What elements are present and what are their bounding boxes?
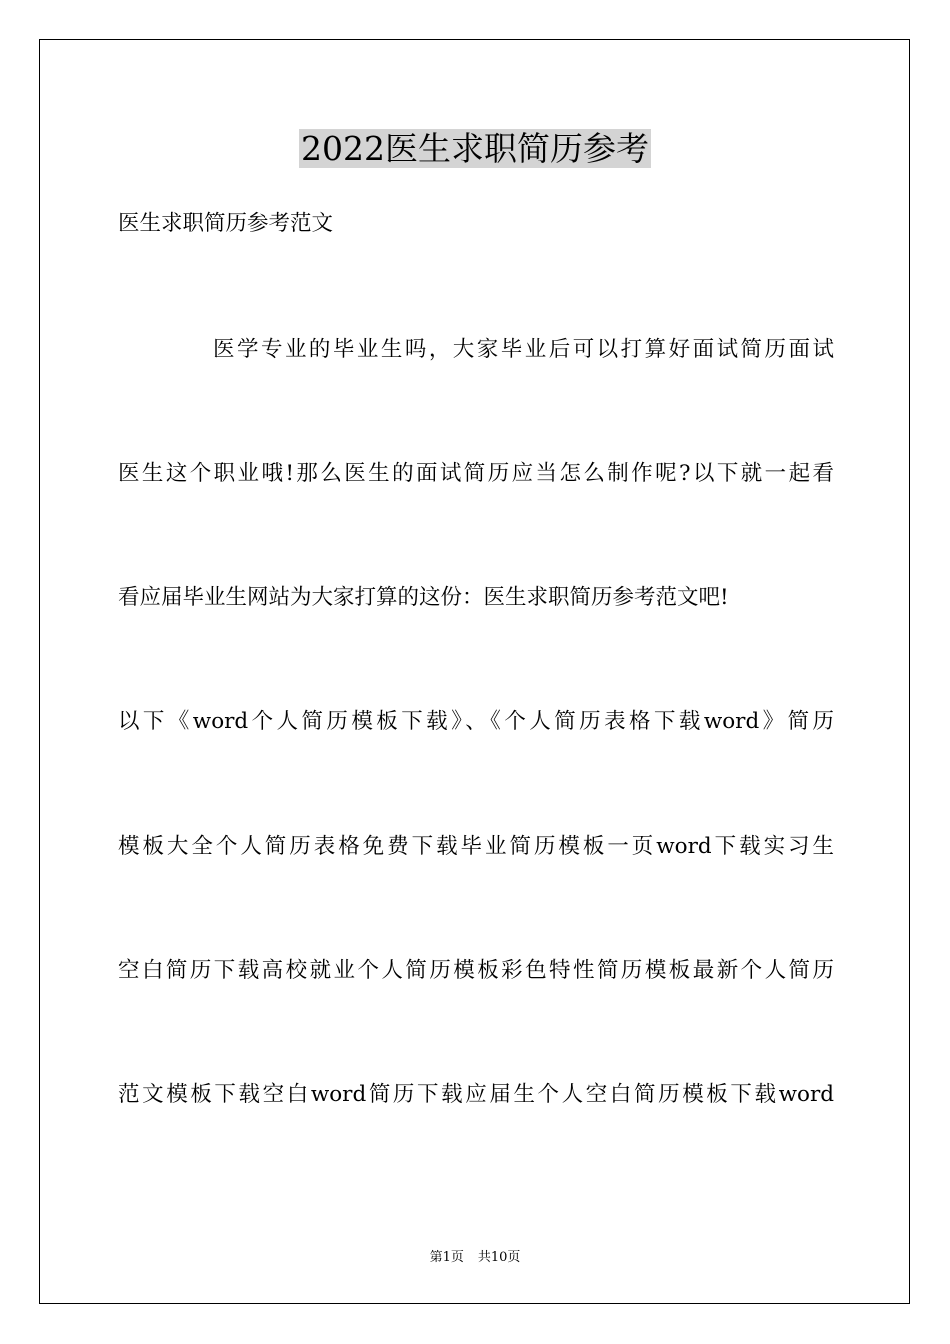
paragraph-line: 看应届毕业生网站为大家打算的这份：医生求职简历参考范文吧! — [118, 585, 729, 610]
paragraph-line: 范文模板下载空白word简历下载应届生个人空白简历模板下载word — [118, 1082, 834, 1107]
paragraph-line: 模板大全个人简历表格免费下载毕业简历模板一页word下载实习生 — [118, 834, 834, 859]
paragraph-line: 医生这个职业哦!那么医生的面试简历应当怎么制作呢?以下就一起看 — [118, 461, 834, 486]
page-total: 共10页 — [477, 1250, 521, 1265]
paragraph-line: 空白简历下载高校就业个人简历模板彩色特性简历模板最新个人简历 — [118, 958, 834, 983]
document-title-text: 2022医生求职简历参考 — [301, 129, 649, 168]
document-subtitle: 医生求职简历参考范文 — [118, 211, 334, 236]
paragraph-line: 以下《word个人简历模板下载》、《个人简历表格下载word》简历 — [118, 709, 834, 734]
page-footer — [0, 1249, 950, 1267]
paragraph-line: 医学专业的毕业生吗，大家毕业后可以打算好面试简历面试 — [213, 337, 834, 362]
document-title — [0, 128, 950, 170]
page-number: 第1页 — [429, 1250, 464, 1265]
